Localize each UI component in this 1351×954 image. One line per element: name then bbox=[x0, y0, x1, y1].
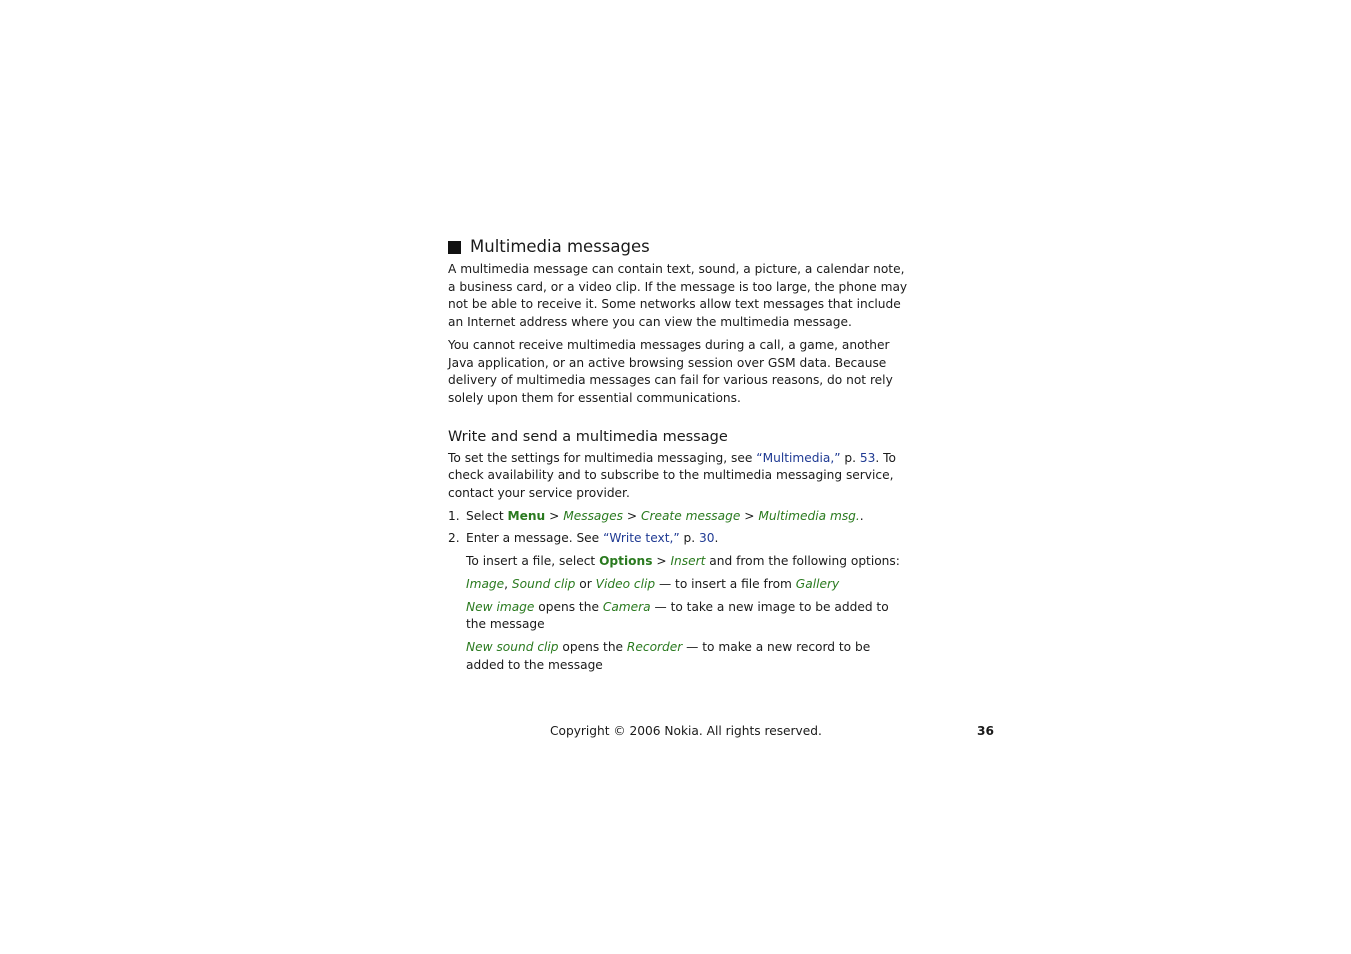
create-message-keyword: Create message bbox=[640, 508, 741, 523]
multimedia-link[interactable]: “Multimedia,” bbox=[756, 450, 841, 465]
paragraph-settings: To set the settings for multimedia messaging, see “Multimedia,” p. 53. To check availability and to subscribe to the multimedia messaging service, contact your service provider. bbox=[448, 450, 896, 501]
paragraph-restrictions: You cannot receive multimedia messages during a call, a game, another Java application, or an active browsing session over GSM data. Because delivery of multimedia messages can fail for various reasons, do not rely solely upon them for essential communications. bbox=[448, 337, 893, 405]
camera-keyword: Camera bbox=[602, 599, 651, 614]
page-30-link[interactable]: 30 bbox=[699, 531, 715, 546]
option-insert-file: Image, Sound clip or Video clip — to insert a file from Gallery bbox=[466, 576, 840, 591]
copyright-footer: Copyright © 2006 Nokia. All rights reserved. bbox=[550, 724, 822, 738]
sound-clip-keyword: Sound clip bbox=[511, 576, 576, 591]
options-keyword: Options bbox=[599, 554, 653, 569]
option-new-image: New image opens the Camera — to take a new image to be added to the message bbox=[466, 599, 889, 632]
step-1: 1. Select Menu > Messages > Create message > Multimedia msg.. bbox=[448, 508, 908, 526]
page-number: 36 bbox=[977, 724, 994, 738]
option-new-sound-clip: New sound clip opens the Recorder — to make a new record to be added to the message bbox=[466, 639, 871, 672]
new-sound-clip-keyword: New sound clip bbox=[466, 639, 559, 654]
video-clip-keyword: Video clip bbox=[595, 576, 656, 591]
new-image-keyword: New image bbox=[466, 599, 535, 614]
insert-keyword: Insert bbox=[670, 554, 706, 569]
insert-instruction: To insert a file, select Options > Insert and from the following options: bbox=[466, 554, 900, 569]
square-bullet-icon bbox=[448, 241, 461, 254]
step-2: 2. Enter a message. See “Write text,” p. 30. bbox=[448, 530, 908, 548]
messages-keyword: Messages bbox=[563, 508, 623, 523]
section-heading bbox=[448, 236, 908, 258]
write-text-link[interactable]: “Write text,” bbox=[603, 531, 680, 546]
section-title: Multimedia messages bbox=[470, 237, 650, 256]
multimedia-msg-keyword: Multimedia msg. bbox=[758, 508, 860, 523]
step-2-text: Enter a message. See “Write text,” p. 30. bbox=[466, 531, 719, 546]
recorder-keyword: Recorder bbox=[626, 639, 683, 654]
step-1-text: Select Menu > Messages > Create message > Multimedia msg.. bbox=[466, 508, 864, 523]
page-content bbox=[448, 236, 908, 679]
subsection-title: Write and send a multimedia message bbox=[448, 428, 728, 445]
page-53-link[interactable]: 53 bbox=[859, 450, 876, 465]
paragraph-intro: A multimedia message can contain text, sound, a picture, a calendar note, a business card, or a video clip. If the message is too large, the phone may not be able to receive it. Some networks allow text messages that include an Internet address where you can view the multimedia message. bbox=[448, 262, 908, 330]
gallery-keyword: Gallery bbox=[795, 576, 840, 591]
image-keyword: Image bbox=[466, 576, 505, 591]
menu-keyword: Menu bbox=[507, 508, 546, 523]
